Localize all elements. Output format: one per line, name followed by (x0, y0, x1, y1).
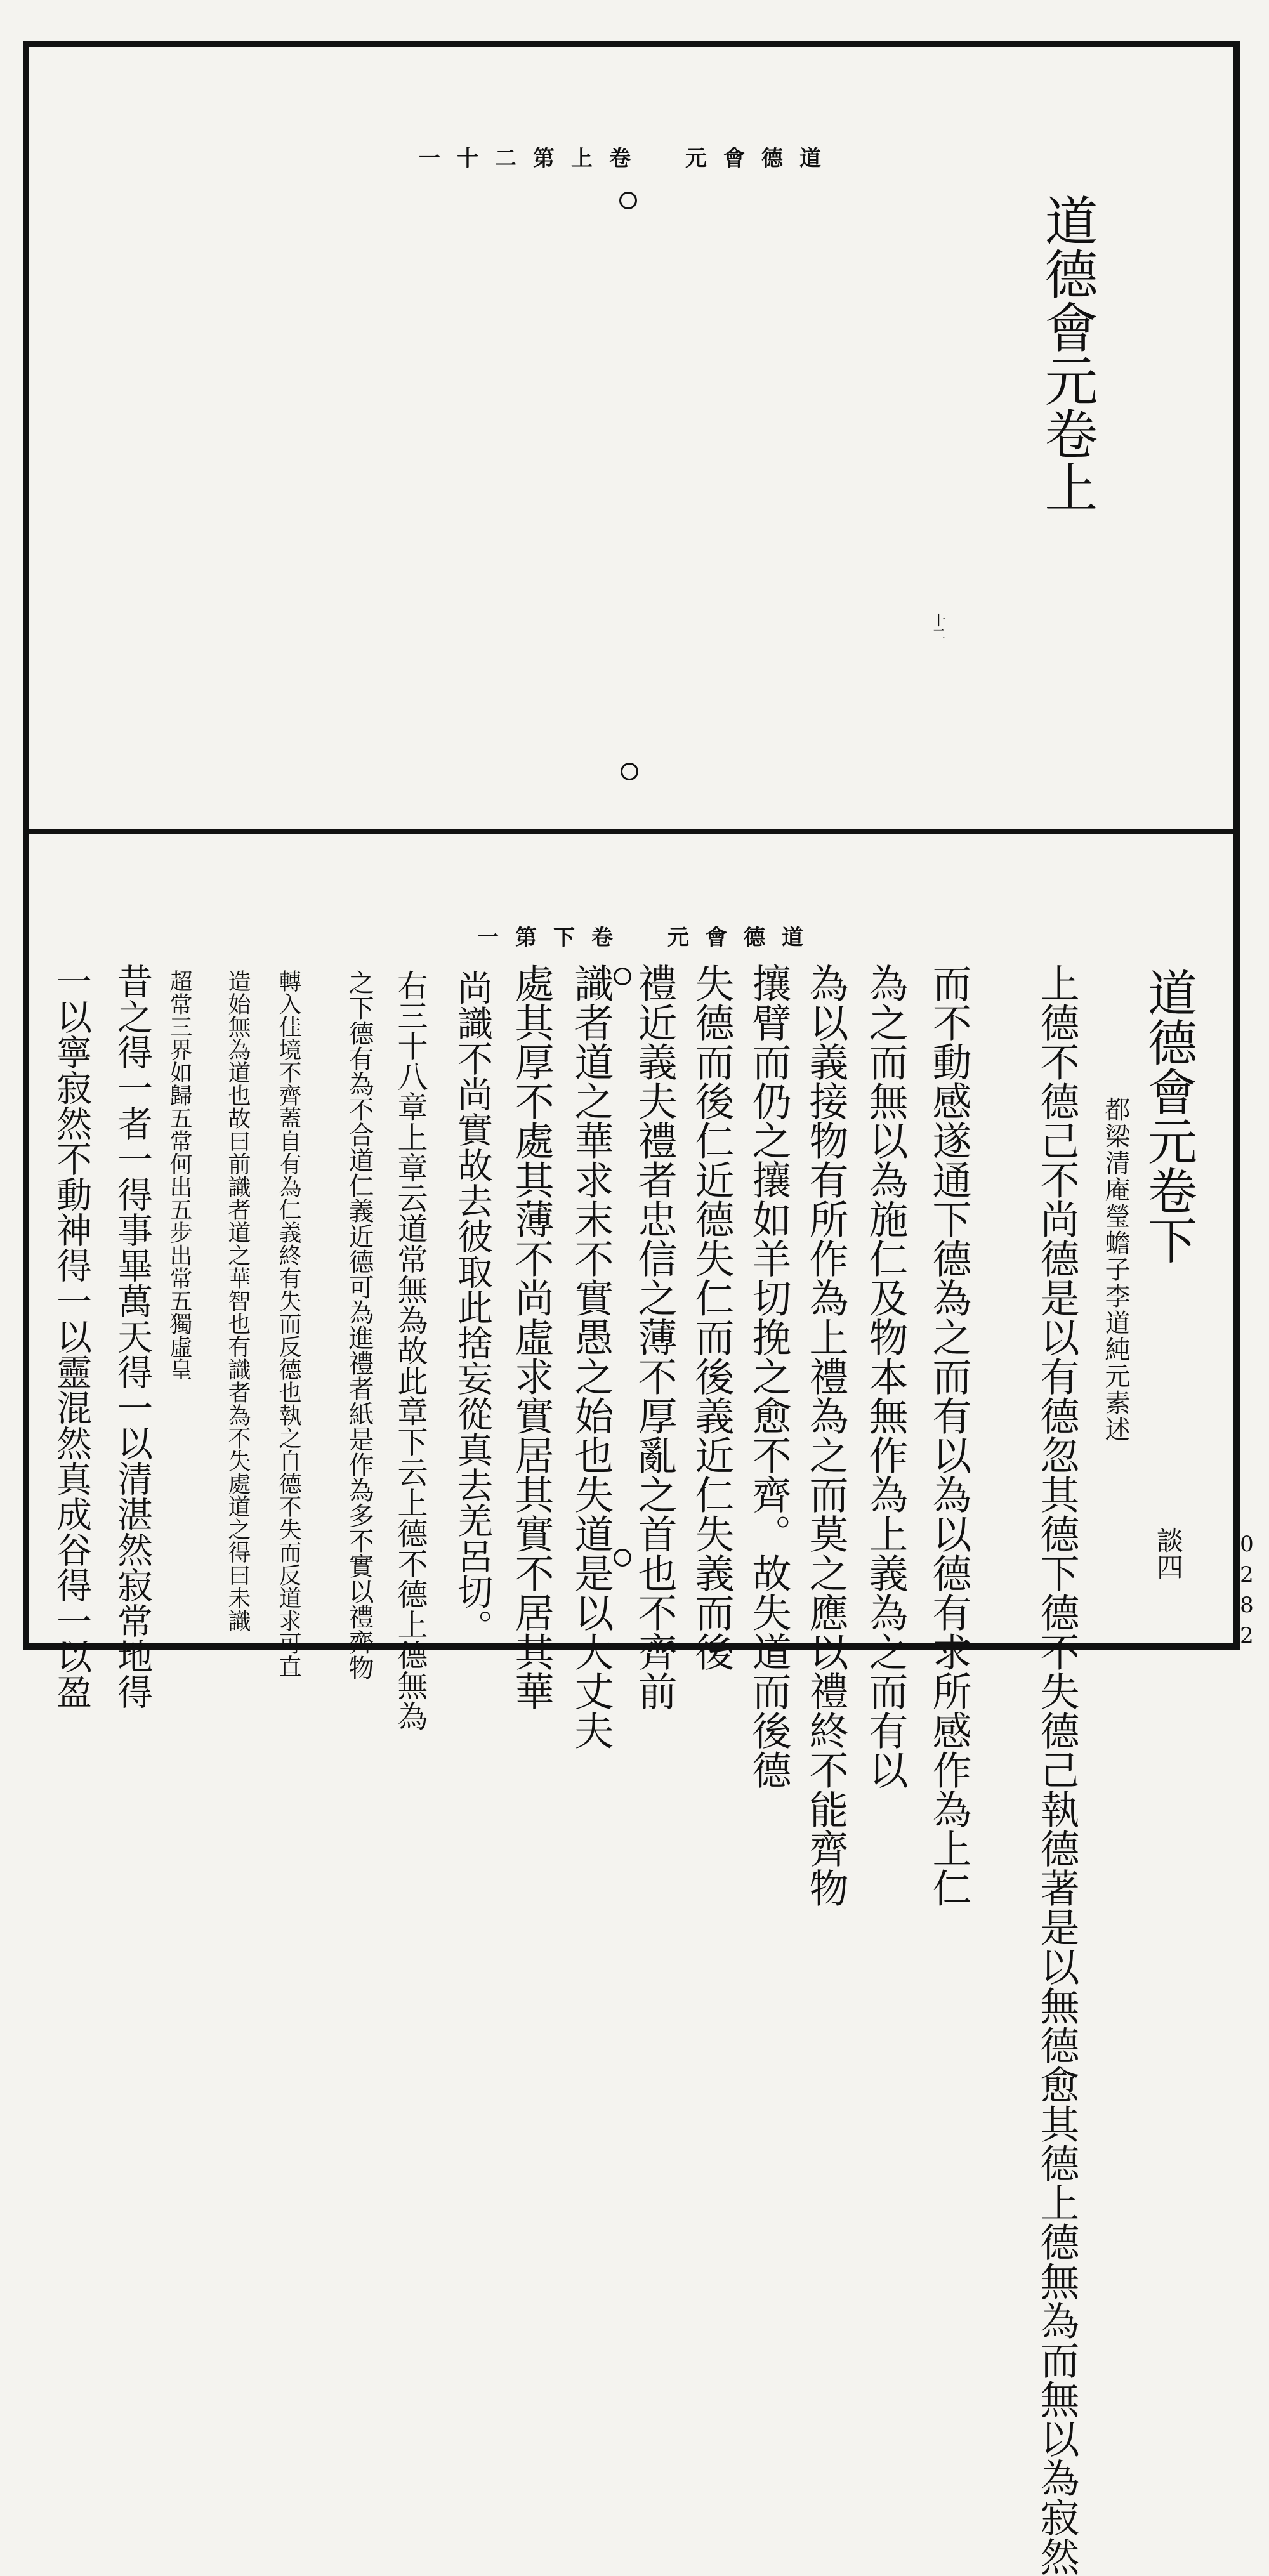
text-column-9: 處其厚不處其薄不尚虛求實居其實不居其華 (508, 963, 555, 1711)
binding-hole-bottom (621, 763, 638, 780)
text-column-7: 禮近義夫禮者忠信之薄不厚亂之首也不齊前 (631, 963, 678, 1711)
text-column-16: 昔之得一者一得事畢萬天得一以清湛然寂常地得 (112, 963, 153, 1709)
text-column-2: 而不動感遂通下德為之而有以為以德有求所感作為上仁 (926, 963, 972, 1907)
page-divider (23, 829, 1240, 834)
author-line: 都梁清庵瑩蟾子李道純元素述 (1101, 1096, 1130, 1443)
bottom-tag: 談四 (1153, 1527, 1184, 1580)
text-column-17: 一以寧寂然不動神得一以靈混然真成谷得一以盈 (51, 963, 92, 1709)
text-column-3: 為之而無以為施仁及物本無作為上義為之而有以 (862, 963, 909, 1789)
text-column-8: 識者道之華求末不實愚之始也失道是以大丈夫 (568, 963, 614, 1750)
binding-hole-left-top (614, 968, 631, 985)
binding-hole-left-bottom (614, 1549, 631, 1567)
top-folio-mark: 十二 (930, 613, 945, 641)
text-column-11: 右三十八章上章云道常無為故此章下云上德不德上德無為 (392, 969, 428, 1731)
text-column-15: 超常三界如歸五常何出五步出常五獨虛皇 (166, 969, 192, 1381)
bottom-title: 道德會元卷下 (1140, 968, 1197, 1265)
binding-hole-top (619, 192, 637, 209)
text-column-13: 轉入佳境不齊蓋自有為仁義終有失而反德也執之自德不失而反道求可直 (275, 969, 301, 1678)
text-column-14: 造始無為道也故曰前識者道之華智也有識者為不失處道之得曰未識 (225, 969, 251, 1632)
text-column-12: 之下德有為不合道仁義近德可為進禮者紙是作為多不實以禮齊物 (345, 969, 374, 1680)
top-header: 一十二第上卷 元會德道 (419, 146, 838, 171)
page-number: 0282 (1234, 1532, 1259, 1653)
text-column-10: 尚識不尚實故去彼取此捨妄從真去羌呂切。 (452, 969, 493, 1645)
bottom-header: 一第下卷 元會德道 (477, 925, 820, 950)
top-title: 道德會元卷上 (1036, 194, 1098, 513)
text-column-5: 攘臂而仍之攘如羊切挽之愈不齊。故失道而後德 (746, 963, 792, 1789)
text-column-6: 失德而後仁近德失仁而後義近仁失義而後 (688, 963, 735, 1671)
text-column-1: 上德不德己不尚德是以有德忽其德下德不失德己執德著是以無德愈其德上德無為而無以為寂然 (1034, 963, 1080, 2576)
text-column-4: 為以義接物有所作為上禮為之而莫之應以禮終不能齊物 (803, 963, 849, 1907)
